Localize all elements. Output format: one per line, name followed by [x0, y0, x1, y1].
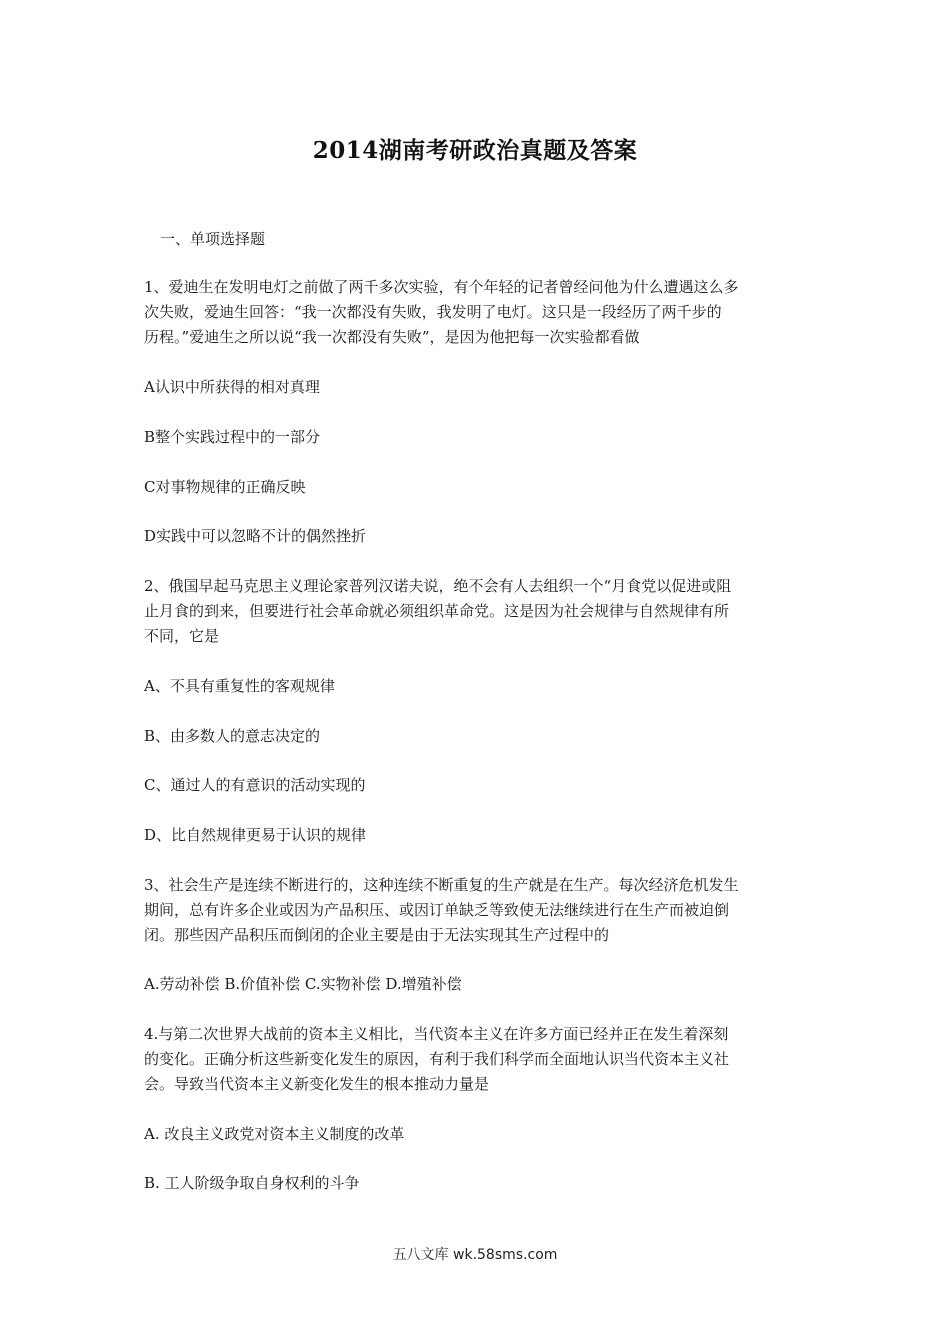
- question-4-text-line-2: 的变化。正确分析这些新变化发生的原因，有利于我们科学而全面地认识当代资本主义社: [144, 1050, 730, 1068]
- question-4-text-line-3: 会。导致当代资本主义新变化发生的根本推动力量是: [144, 1075, 490, 1093]
- question-4-option-b: B. 工人阶级争取自身权利的斗争: [144, 1174, 360, 1192]
- question-1-option-a: A认识中所获得的相对真理: [144, 378, 320, 396]
- question-2-text-line-2: 止月食的到来，但要进行社会革命就必须组织革命党。这是因为社会规律与自然规律有所: [144, 602, 730, 620]
- question-3-text-line-3: 闭。那些因产品积压而倒闭的企业主要是由于无法实现其生产过程中的: [144, 926, 610, 944]
- question-2-option-a: A、不具有重复性的客观规律: [144, 677, 335, 695]
- question-2-option-d: D、比自然规律更易于认识的规律: [144, 826, 367, 844]
- question-1-text-line-1: 1、爱迪生在发明电灯之前做了两千多次实验，有个年轻的记者曾经问他为什么遭遇这么多: [144, 278, 739, 296]
- section-heading: 一、单项选择题: [160, 230, 266, 248]
- question-1-text-line-3: 历程。”爱迪生之所以说“我一次都没有失败”，是因为他把每一次实验都看做: [144, 328, 640, 346]
- question-2-option-c: C、通过人的有意识的活动实现的: [144, 776, 366, 794]
- question-2-text-line-1: 2、俄国早起马克思主义理论家普列汉诺夫说，绝不会有人去组织一个“月食党以促进或阻: [144, 577, 732, 595]
- question-2-text-line-3: 不同，它是: [144, 627, 220, 645]
- question-4-text-line-1: 4.与第二次世界大战前的资本主义相比，当代资本主义在许多方面已经并正在发生着深刻: [144, 1025, 729, 1043]
- question-1-option-c: C对事物规律的正确反映: [144, 478, 306, 496]
- page-title: 2014湖南考研政治真题及答案: [312, 137, 638, 164]
- question-3-text-line-1: 3、社会生产是连续不断进行的，这种连续不断重复的生产就是在生产。每次经济危机发生: [144, 876, 739, 894]
- question-1-option-d: D实践中可以忽略不计的偶然挫折: [144, 527, 367, 545]
- page-footer: 五八文库 wk.58sms.com: [392, 1247, 558, 1263]
- question-3-options: A.劳动补偿 B.价值补偿 C.实物补偿 D.增殖补偿: [144, 975, 462, 993]
- question-1-option-b: B整个实践过程中的一部分: [144, 428, 321, 446]
- question-3-text-line-2: 期间，总有许多企业或因为产品积压、或因订单缺乏等致使无法继续进行在生产而被迫倒: [144, 901, 730, 919]
- question-4-option-a: A. 改良主义政党对资本主义制度的改革: [144, 1125, 405, 1143]
- question-1-text-line-2: 次失败，爱迪生回答：“我一次都没有失败，我发明了电灯。这只是一段经历了两千步的: [144, 303, 722, 321]
- question-2-option-b: B、由多数人的意志决定的: [144, 727, 321, 745]
